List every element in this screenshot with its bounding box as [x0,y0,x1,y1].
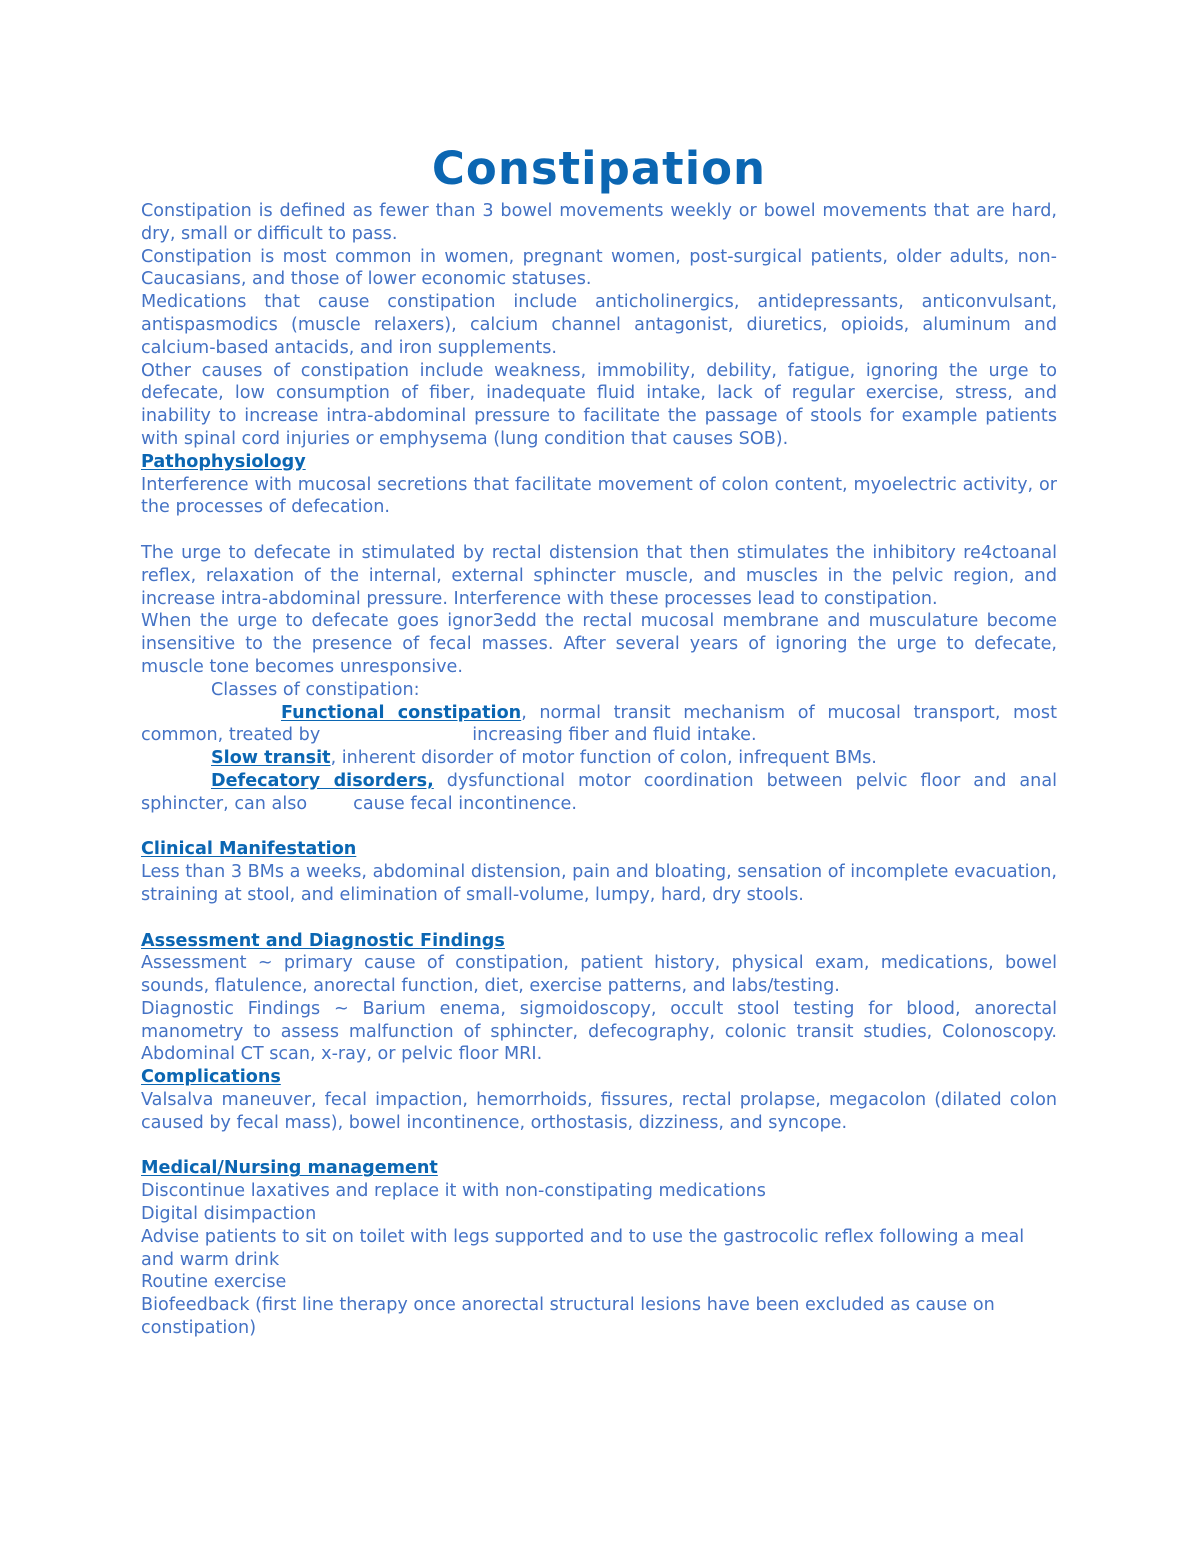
page-title: Constipation [431,142,767,195]
assessment-paragraph: Assessment ~ primary cause of constipation, patient history, physical exam, medications, bowel sounds, flatulence, anorectal function, diet, exercise patterns, and labs/testing. [141,953,1057,997]
classes-label: Classes of constipation: [211,679,420,700]
patho-paragraph-2: The urge to defecate in stimulated by rectal distension that then stimulates the inhibitory re4ctoanal reflex, relaxation of the internal, external sphincter muscle, and muscles in the pelvic region, and increase intra-abdominal pressure. Interference with these processes lead to constipation. [141,542,1057,609]
class-term-functional: Functional constipation [281,702,522,723]
class-term-defecatory: Defecatory disorders, [211,770,434,791]
management-item: Advise patients to sit on toilet with legs supported and to use the gastrocolic reflex following a meal and warm drink [141,1226,1025,1270]
blank-line [141,907,1057,930]
heading-complications: Complications [141,1067,281,1088]
patho-paragraph-3: When the urge to defecate goes ignor3edd the rectal mucosal membrane and musculature become insensitive to the presence of fecal masses. After several years of ignoring the urge to defecate, muscle tone becomes unresponsive. [141,611,1057,677]
blank-line [141,816,1057,839]
heading-pathophysiology: Pathophysiology [141,451,306,472]
management-item: Biofeedback (first line therapy once anorectal structural lesions have been excluded as cause on constipation) [141,1295,995,1339]
clinical-paragraph: Less than 3 BMs a weeks, abdominal distension, pain and bloating, sensation of incomplete evacuation, straining at stool, and elimination of small-volume, lumpy, hard, dry stools. [141,862,1057,905]
heading-management: Medical/Nursing management [141,1158,438,1179]
heading-clinical-manifestation: Clinical Manifestation [141,839,357,860]
patho-paragraph-1: Interference with mucosal secretions that facilitate movement of colon content, myoelectric activity, or the processes of defecation. [141,474,1057,518]
management-item: Digital disimpaction [141,1204,317,1225]
intro-paragraph-other-causes: Other causes of constipation include weakness, immobility, debility, fatigue, ignoring the urge to defecate, low consumption of fiber, inadequate fluid intake, lack of regular exercise, stress, and inability to increase intra-abdominal pressure to facilitate the passage of stools for example patients with spinal cord injuries or emphysema (lung condition that causes SOB). [141,360,1057,449]
class-term-slow-transit: Slow transit [211,748,331,769]
heading-assessment: Assessment and Diagnostic Findings [141,930,505,951]
blank-line [141,519,1057,542]
class-item-slow-transit [141,747,1057,770]
intro-paragraph-medications: Medications that cause constipation include anticholinergics, antidepressants, anticonvulsant, antispasmodics (muscle relaxers), calcium channel antagonist, diuretics, opioids, aluminum and calcium-based antacids, and iron supplements. [141,292,1057,358]
class-text-functional-b: increasing fiber and fluid intake. [472,725,757,746]
diagnostic-paragraph: Diagnostic Findings ~ Barium enema, sigmoidoscopy, occult stool testing for blood, anorectal manometry to assess malfunction of sphincter, defecography, colonic transit studies, Colonoscopy. Abdominal CT scan, x-ray, or pelvic floor MRI. [141,998,1057,1065]
intro-paragraph-definition: Constipation is defined as fewer than 3 bowel movements weekly or bowel movements that are hard, dry, small or difficult to pass. [141,201,1057,244]
management-item: Discontinue laxatives and replace it with non-constipating medications [141,1181,766,1202]
class-item-defecatory [141,770,1057,816]
complications-paragraph: Valsalva maneuver, fecal impaction, hemorrhoids, fissures, rectal prolapse, megacolon (dilated colon caused by fecal mass), bowel incontinence, orthostasis, dizziness, and syncope. [141,1090,1057,1133]
class-text-functional-a: , normal transit mechanism of mucosal transport, most common, treated by [141,702,1057,746]
class-text-defecatory-a: dysfunctional motor coordination between pelvic floor and anal sphincter, can also [141,770,1057,814]
intro-paragraph-risk-groups: Constipation is most common in women, pregnant women, post-surgical patients, older adults, non-Caucasians, and those of lower economic statuses. [141,246,1057,290]
document-body [141,200,1057,1340]
class-text-slow-transit: , inherent disorder of motor function of colon, infrequent BMs. [330,748,877,769]
class-text-defecatory-b: cause fecal incontinence. [353,793,577,814]
class-item-functional [141,702,1057,748]
management-item: Routine exercise [141,1272,287,1293]
blank-line [141,1135,1057,1158]
